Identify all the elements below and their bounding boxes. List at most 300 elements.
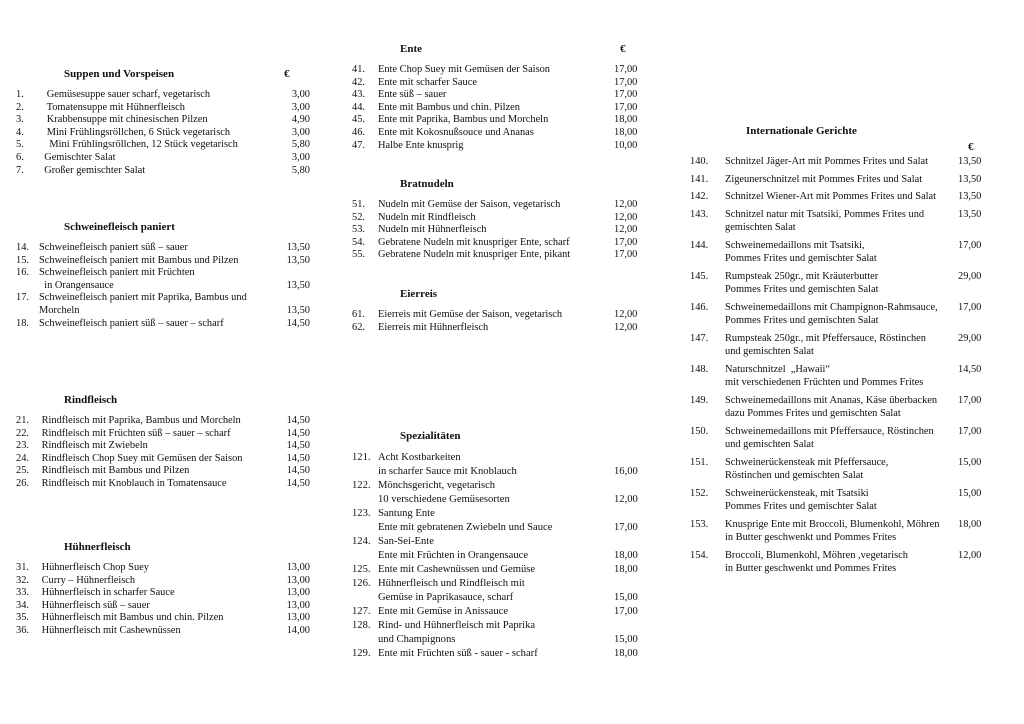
item-name: Ente Chop Suey mit Gemüsen der Saison (378, 64, 551, 75)
item-name: Rumpsteak 250gr., mit Pfeffersauce, Röstinchen und gemischten Salat (725, 332, 926, 357)
menu-item (690, 363, 990, 390)
item-name: Ente mit Gemüse in Anissauce (378, 606, 509, 617)
item-name: San-Sei-Ente (378, 536, 434, 547)
item-number: 43. (352, 89, 365, 101)
item-name: Gemüsesuppe sauer scharf, vegetarisch (39, 89, 211, 100)
item-name: Hühnerfleisch und Rindfleisch mit (378, 578, 525, 589)
menu-item (16, 575, 316, 588)
section-international (690, 125, 990, 580)
menu-item (352, 77, 644, 90)
item-number: 35. (16, 612, 29, 624)
item-name: in Orangensauce (39, 279, 114, 291)
item-name: Schweinefleisch paniert mit Bambus und Pilzen (39, 254, 239, 266)
item-price (614, 479, 636, 493)
menu-item (690, 518, 990, 545)
section-bratnudeln (352, 178, 644, 262)
item-price: 14,00 (286, 624, 310, 636)
menu-item (16, 114, 316, 127)
item-name: Schweinefleisch paniert süß – sauer (39, 242, 188, 253)
item-price: 13,50 (286, 279, 310, 291)
item-number: 55. (352, 249, 365, 261)
item-price: 12,00 (614, 494, 638, 505)
item-number: 151. (690, 456, 709, 468)
item-name: Gebratene Nudeln mit knuspriger Ente, scharf (378, 236, 570, 248)
item-name: Schnitzel Wiener-Art mit Pommes Frites und Salat (725, 191, 937, 202)
item-number: 21. (16, 415, 29, 426)
menu-items (352, 64, 644, 152)
item-number: 51. (352, 199, 365, 210)
menu-item (690, 155, 990, 169)
item-name: Nudeln mit Gemüse der Saison, vegetarisch (378, 199, 561, 210)
menu-item (352, 451, 644, 465)
item-price (274, 267, 310, 280)
menu-item (16, 152, 316, 165)
item-number: 32. (16, 574, 29, 586)
section-suppen (16, 68, 316, 177)
section-rindfleisch (16, 394, 316, 491)
item-price: 14,50 (958, 363, 982, 375)
item-number: 25. (16, 465, 29, 477)
item-price: 14,50 (286, 452, 310, 464)
menu-item (352, 249, 644, 262)
item-price: 12,00 (614, 224, 638, 236)
item-name: Schweinefleisch paniert mit Früchten (39, 267, 195, 279)
item-name: Nudeln mit Rindfleisch (378, 211, 476, 223)
item-number (16, 305, 39, 318)
item-price: 18,00 (614, 114, 638, 126)
menu-items (352, 451, 644, 661)
menu-item (16, 415, 316, 428)
item-number: 129. (352, 648, 371, 659)
item-price: 16,00 (614, 466, 638, 477)
section-title: Internationale Gerichte (746, 125, 857, 137)
item-number: 33. (16, 587, 29, 599)
menu-item (352, 224, 644, 237)
item-price (614, 619, 636, 633)
menu-item (352, 563, 644, 577)
menu-items (16, 89, 316, 177)
item-number: 6. (16, 151, 24, 163)
item-price: 17,00 (614, 249, 638, 261)
item-number (352, 465, 378, 479)
menu-item (352, 577, 644, 591)
menu-item (352, 102, 644, 115)
item-number: 62. (352, 321, 365, 333)
item-number: 127. (352, 606, 371, 617)
item-number: 31. (16, 562, 29, 573)
item-number: 41. (352, 64, 365, 75)
item-number (352, 521, 378, 535)
item-price (614, 451, 636, 465)
section-title: Schweinefleisch paniert (64, 221, 175, 233)
menu-items (16, 242, 316, 330)
menu-items (352, 309, 644, 334)
item-number: 143. (690, 208, 709, 220)
menu-item (16, 612, 316, 625)
item-name: Halbe Ente knusprig (378, 139, 464, 151)
item-price: 13,50 (958, 156, 982, 167)
item-name: Rindfleisch mit Paprika, Bambus und Morcheln (39, 415, 241, 426)
item-price: 17,00 (614, 89, 638, 101)
item-number: 154. (690, 549, 709, 561)
menu-item (352, 521, 644, 535)
item-number (352, 633, 378, 647)
menu-item (352, 212, 644, 225)
item-name: Nudeln mit Hühnerfleisch (378, 224, 487, 236)
item-number: 16. (16, 267, 29, 279)
menu-item (352, 237, 644, 250)
item-price: 13,50 (958, 191, 982, 202)
item-name: Schnitzel natur mit Tsatsiki, Pommes Frites und gemischten Salat (725, 208, 925, 233)
menu-item (352, 493, 644, 507)
item-name: Rindfleisch Chop Suey mit Gemüsen der Saison (39, 452, 243, 464)
item-number: 18. (16, 317, 29, 329)
item-price: 29,00 (958, 332, 982, 344)
menu-item (16, 587, 316, 600)
section-title: Rindfleisch (64, 394, 118, 406)
item-name: Schweinemedaillons mit Ananas, Käse überbacken dazu Pommes Frites und gemischten Salat (725, 394, 938, 419)
item-number (352, 549, 378, 563)
item-price: 10,00 (614, 139, 638, 151)
item-number: 126. (352, 578, 371, 589)
item-price: 14,50 (286, 317, 310, 329)
item-name: Ente mit Cashewnüssen und Gemüse (378, 564, 536, 575)
item-name: Großer gemischter Salat (39, 164, 146, 176)
item-name: Ente mit gebratenen Zwiebeln und Sauce (378, 522, 553, 533)
item-number (352, 591, 378, 605)
section-title: Hühnerfleisch (64, 541, 131, 553)
item-number: 45. (352, 114, 365, 126)
item-price: 15,00 (958, 487, 982, 499)
item-number: 122. (352, 480, 371, 491)
item-number: 144. (690, 239, 709, 251)
item-price: 13,00 (286, 587, 310, 599)
item-name: in scharfer Sauce mit Knoblauch (378, 466, 517, 477)
menu-item (690, 394, 990, 421)
item-price: 14,50 (286, 440, 310, 452)
item-price: 13,00 (286, 562, 310, 573)
section-title: Spezialitäten (400, 430, 461, 442)
item-name: Eierreis mit Hühnerfleisch (378, 321, 489, 333)
item-price: 13,00 (286, 599, 310, 611)
item-price: 13,50 (958, 173, 982, 185)
item-price: 18,00 (614, 564, 638, 575)
item-name: Schweinefleisch paniert süß – sauer – scharf (39, 317, 224, 329)
item-price: 18,00 (614, 126, 638, 138)
item-name: Rind- und Hühnerfleisch mit Paprika (378, 620, 536, 631)
item-price: 5,80 (291, 164, 310, 176)
item-price: 14,50 (286, 427, 310, 439)
item-name: Ente mit Kokosnußsouce und Ananas (378, 126, 534, 138)
item-price: 17,00 (958, 425, 982, 437)
item-price: 17,00 (614, 76, 638, 88)
menu-item (16, 625, 316, 638)
item-name: Rindfleisch mit Früchten süß – sauer – scharf (39, 427, 231, 439)
menu-item (690, 301, 990, 328)
item-name: Curry – Hühnerfleisch (39, 574, 136, 586)
item-name: Ente mit Paprika, Bambus und Morcheln (378, 114, 549, 126)
item-price: 12,00 (614, 199, 638, 210)
menu-item (352, 647, 644, 661)
item-number: 22. (16, 427, 29, 439)
item-number: 47. (352, 139, 365, 151)
menu-item (352, 199, 644, 212)
item-number: 53. (352, 224, 365, 236)
menu-item (16, 440, 316, 453)
item-price: 3,00 (291, 151, 310, 163)
item-price: 18,00 (614, 550, 638, 561)
item-price: 4,90 (291, 114, 310, 126)
menu-item (352, 114, 644, 127)
item-number: 146. (690, 301, 709, 313)
item-number: 52. (352, 211, 365, 223)
item-number: 4. (16, 126, 24, 138)
item-number: 123. (352, 508, 371, 519)
menu-item (690, 332, 990, 359)
item-number: 121. (352, 452, 371, 463)
menu-item (16, 318, 316, 331)
item-number: 147. (690, 332, 709, 344)
item-price (274, 292, 310, 305)
item-name: Naturschnitzel „Hawaii“ mit verschiedenen Früchten und Pommes Frites (725, 363, 924, 388)
item-name: Zigeunerschnitzel mit Pommes Frites und Salat (725, 173, 923, 185)
item-number: 145. (690, 270, 709, 282)
menu-item (352, 535, 644, 549)
item-name: Rindfleisch mit Knoblauch in Tomatensauce (39, 477, 227, 489)
item-price: 3,00 (291, 101, 310, 113)
item-name: Krabbensuppe mit chinesischen Pilzen (39, 114, 208, 126)
item-number: 42. (352, 76, 365, 88)
item-name: Rindfleisch mit Zwiebeln (39, 440, 148, 452)
item-name: Ente mit Früchten süß - sauer - scharf (378, 648, 538, 659)
menu-item (16, 102, 316, 115)
item-price: 13,50 (286, 242, 310, 253)
item-price: 17,00 (614, 236, 638, 248)
item-price: 5,80 (291, 139, 310, 151)
item-name: Morcheln (39, 304, 80, 316)
menu-item (352, 605, 644, 619)
item-price: 12,00 (614, 321, 638, 333)
item-number: 1. (16, 89, 24, 100)
item-price: 18,00 (958, 518, 982, 530)
item-price: 17,00 (958, 394, 982, 406)
menu-item (352, 479, 644, 493)
item-number: 46. (352, 126, 365, 138)
menu-item (690, 173, 990, 187)
section-title: Ente (400, 43, 422, 55)
item-price: 12,00 (614, 211, 638, 223)
menu-item (16, 600, 316, 613)
euro-header: € (968, 141, 974, 153)
item-price: 15,00 (614, 592, 638, 603)
menu-item (352, 633, 644, 647)
item-name: Ente mit scharfer Sauce (378, 76, 477, 88)
menu-item (16, 267, 316, 280)
menu-item (690, 270, 990, 297)
item-price: 3,00 (291, 126, 310, 138)
menu-item (16, 305, 316, 318)
item-name: Gemüse in Paprikasauce, scharf (378, 592, 514, 603)
euro-header: € (284, 68, 290, 80)
item-name: Mini Frühlingsröllchen, 12 Stück vegetarisch (39, 139, 238, 151)
item-price (614, 577, 636, 591)
menu-item (16, 453, 316, 466)
item-name: Hühnerfleisch süß – sauer (39, 599, 150, 611)
item-name: Eierreis mit Gemüse der Saison, vegetarisch (378, 309, 563, 320)
section-spezialitaeten (352, 430, 644, 661)
item-price (614, 535, 636, 549)
menu-item (352, 549, 644, 563)
item-number: 23. (16, 440, 29, 452)
item-name: Acht Kostbarkeiten (378, 452, 461, 463)
item-price: 17,00 (614, 522, 638, 533)
item-number: 61. (352, 309, 365, 320)
item-number: 124. (352, 536, 371, 547)
item-number (16, 280, 39, 293)
menu-item (16, 139, 316, 152)
item-number: 17. (16, 292, 29, 304)
menu-item (16, 562, 316, 575)
section-title: Suppen und Vorspeisen (64, 68, 175, 80)
menu-item (690, 208, 990, 235)
item-name: Tomatensuppe mit Hühnerfleisch (39, 101, 185, 113)
menu-item (16, 478, 316, 491)
item-number: 152. (690, 487, 709, 499)
item-name: Hühnerfleisch in scharfer Sauce (39, 587, 175, 599)
item-number: 36. (16, 624, 29, 636)
menu-item (352, 140, 644, 153)
item-number: 150. (690, 425, 709, 437)
item-name: Schnitzel Jäger-Art mit Pommes Frites und Salat (725, 156, 928, 167)
item-number: 3. (16, 114, 24, 126)
item-name: und Champignons (378, 634, 456, 645)
item-number: 15. (16, 254, 29, 266)
item-price: 13,00 (286, 574, 310, 586)
euro-header: € (620, 43, 626, 55)
menu-item (16, 292, 316, 305)
menu-items (16, 562, 316, 638)
menu-item (352, 619, 644, 633)
item-number: 2. (16, 101, 24, 113)
item-price: 17,00 (614, 101, 638, 113)
item-name: Ente mit Früchten in Orangensauce (378, 550, 529, 561)
menu-item (16, 280, 316, 293)
item-price: 15,00 (614, 634, 638, 645)
item-price: 14,50 (286, 465, 310, 477)
item-price: 13,50 (286, 304, 310, 316)
item-name: Gemischter Salat (39, 151, 116, 163)
item-number: 26. (16, 477, 29, 489)
item-name: Mönchsgericht, vegetarisch (378, 480, 496, 491)
menu-item (690, 239, 990, 266)
item-price (614, 507, 636, 521)
item-name: Ente mit Bambus und chin. Pilzen (378, 101, 520, 113)
item-price: 12,00 (958, 549, 982, 561)
item-name: Broccoli, Blumenkohl, Möhren ,vegetarisch in Butter geschwenkt und Pommes Frites (725, 549, 908, 574)
menu-item (16, 89, 316, 102)
item-name: Schweinerückensteak, mit Tsatsiki Pommes Frites und gemischter Salat (725, 487, 877, 512)
item-price: 17,00 (958, 239, 982, 251)
item-number: 149. (690, 394, 709, 406)
menu-item (16, 465, 316, 478)
item-name: Hühnerfleisch mit Bambus und chin. Pilzen (39, 612, 224, 624)
item-name: Ente süß – sauer (378, 89, 447, 101)
item-number: 128. (352, 620, 371, 631)
item-number: 7. (16, 164, 24, 176)
menu-item (690, 456, 990, 483)
section-schweinefleisch (16, 221, 316, 330)
item-number: 14. (16, 242, 29, 253)
item-price: 13,50 (958, 208, 982, 220)
item-name: Schweinemedaillons mit Tsatsiki, Pommes Frites und gemischter Salat (725, 239, 877, 264)
item-name: Schweinerückensteak mit Pfeffersauce, Röstinchen und gemischten Salat (725, 456, 889, 481)
menu-item (16, 242, 316, 255)
item-number: 141. (690, 173, 709, 185)
item-price: 17,00 (614, 606, 638, 617)
item-name: Schweinemedaillons mit Champignon-Rahmsauce, Pommes Frites und gemischten Salat (725, 301, 938, 326)
item-number: 148. (690, 363, 709, 375)
menu-items (352, 199, 644, 262)
item-price: 13,00 (286, 612, 310, 624)
menu-item (352, 591, 644, 605)
item-price: 29,00 (958, 270, 982, 282)
item-price: 18,00 (614, 648, 638, 659)
menu-item (690, 487, 990, 514)
item-price: 17,00 (958, 301, 982, 313)
menu-item (352, 322, 644, 335)
item-name: Hühnerfleisch mit Cashewnüssen (39, 624, 181, 636)
menu-item (352, 127, 644, 140)
menu-item (352, 507, 644, 521)
item-name: Rindfleisch mit Bambus und Pilzen (39, 465, 190, 477)
item-name: Rumpsteak 250gr., mit Kräuterbutter Pommes Frites und gemischten Salat (725, 270, 879, 295)
item-price: 17,00 (614, 64, 638, 75)
item-name: Mini Frühlingsröllchen, 6 Stück vegetarisch (39, 126, 231, 138)
menu-item (352, 465, 644, 479)
item-number (352, 493, 378, 507)
item-number: 142. (690, 191, 709, 202)
item-number: 153. (690, 518, 709, 530)
item-number: 34. (16, 599, 29, 611)
item-number: 5. (16, 139, 24, 151)
section-huehnerfleisch (16, 541, 316, 638)
item-name: Santung Ente (378, 508, 435, 519)
item-name: Schweinemedaillons mit Pfeffersauce, Röstinchen und gemischten Salat (725, 425, 934, 450)
item-price: 15,00 (958, 456, 982, 468)
item-price: 13,50 (286, 254, 310, 266)
menu-item (16, 255, 316, 268)
item-name: Hühnerfleisch Chop Suey (39, 562, 149, 573)
menu-item (690, 190, 990, 204)
item-price: 14,50 (286, 415, 310, 426)
section-title: Eierreis (400, 288, 438, 300)
item-number: 54. (352, 236, 365, 248)
item-number: 140. (690, 156, 709, 167)
item-number: 24. (16, 452, 29, 464)
section-eierreis (352, 288, 644, 334)
item-price: 12,00 (614, 309, 638, 320)
menu-item (352, 64, 644, 77)
menu-item (16, 428, 316, 441)
item-number: 44. (352, 101, 365, 113)
section-title: Bratnudeln (400, 178, 454, 190)
menu-item (690, 425, 990, 452)
menu-item (352, 309, 644, 322)
menu-items (690, 155, 990, 576)
section-ente (352, 43, 644, 152)
menu-item (16, 127, 316, 140)
item-name: Knusprige Ente mit Broccoli, Blumenkohl, Möhren in Butter geschwenkt und Pommes Frites (725, 518, 940, 543)
